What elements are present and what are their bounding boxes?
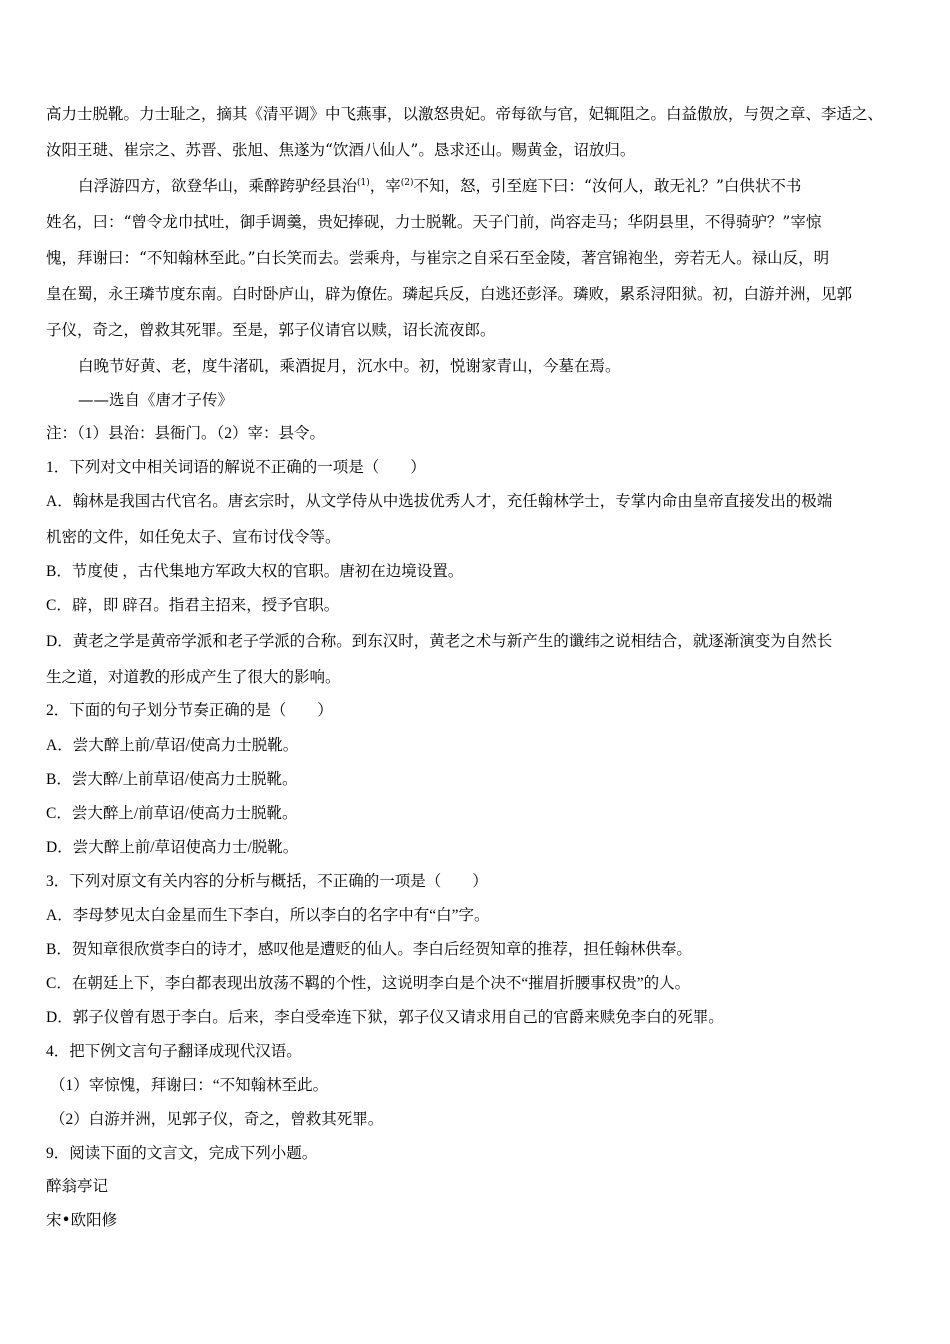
question-stem: 9．阅读下面的文言文，完成下列小题。: [46, 1145, 318, 1162]
passage-source: ——选自《唐才子传》: [78, 391, 234, 409]
question-stem: 2．下面的句子划分节奏正确的是（ ）: [46, 702, 333, 719]
option-d: D．郭子仪曾有恩于李白。后来，李白受牵连下狱，郭子仪又请求用自己的官爵来赎免李白的死罪。: [46, 1009, 724, 1026]
essay-author: 宋•欧阳修: [46, 1211, 118, 1229]
option-a-cont: 机密的文件，如任免太子、宣布讨伐令等。: [46, 529, 341, 546]
annotation-note: 注：（1）县治：县衙门。（2）宰：县令。: [46, 425, 326, 442]
passage-line: 姓名，曰：“曾令龙巾拭吐，御手调羹，贵妃捧砚，力士脱靴。天子门前，尚容走马；华阴县里，不得骑驴？”宰惊: [46, 213, 822, 231]
passage-line: 白晚节好黄、老，度牛渚矶，乘酒捉月，沉水中。初，悦谢家青山，今墓在焉。: [78, 357, 621, 375]
question-stem: 1．下列对文中相关词语的解说不正确的一项是（ ）: [46, 459, 426, 476]
passage-line: 皇在蜀，永王璘节度东南。白时卧庐山，辟为僚佐。璘起兵反，白逃还彭泽。璘败，累系浔阳狱。初，白游并洲，见郭: [46, 285, 853, 303]
passage-line: 高力士脱靴。力士耻之，摘其《清平调》中飞燕事，以激怒贵妃。帝每欲与官，妃辄阻之。白益傲放，与贺之章、李适之、: [46, 105, 884, 123]
option-c: C．尝大醉上/前草诏/使高力士脱靴。: [46, 805, 298, 822]
passage-line: 愧，拜谢曰：“不知翰林至此。”白长笑而去。尝乘舟，与崔宗之自采石至金陵，著宫锦袍坐，旁若无人。禄山反，明: [46, 249, 830, 267]
option-d-cont: 生之道，对道教的形成产生了很大的影响。: [46, 669, 341, 686]
question-stem: 3．下列对原文有关内容的分析与概括，不正确的一项是（ ）: [46, 873, 488, 890]
footnote-ref-1: (1): [357, 177, 370, 188]
passage-line: 子仪，奇之，曾救其死罪。至是，郭子仪请官以赎，诏长流夜郎。: [46, 321, 496, 339]
option-a: A．李母梦见太白金星而生下李白，所以李白的名字中有“白”字。: [46, 907, 490, 924]
footnote-ref-2: (2): [400, 177, 414, 188]
translate-sentence-2: （2）白游并洲，见郭子仪，奇之，曾救其死罪。: [50, 1111, 384, 1128]
option-d: D．黄老之学是黄帝学派和老子学派的合称。到东汉时，黄老之术与新产生的谶纬之说相结合，就逐渐演变为自然长: [46, 633, 833, 650]
option-a: A．翰林是我国古代官名。唐玄宗时，从文学侍从中选拔优秀人才，充任翰林学士，专掌内命由皇帝直接发出的极端: [46, 493, 833, 510]
essay-title: 醉翁亭记: [46, 1177, 109, 1195]
passage-line: 汝阳王琎、崔宗之、苏晋、张旭、焦遂为“饮酒八仙人”。恳求还山。赐黄金，诏放归。: [46, 141, 636, 159]
option-b: B．节度使 ，古代集地方军政大权的官职。唐初在边境设置。: [46, 563, 464, 580]
passage-line: 白浮游四方，欲登华山，乘醉跨驴经县治$^{(1)}$，宰$^{(2)}$不知，怒，引至庭下曰：“汝何人，敢无礼？”白供状不书: [78, 177, 802, 195]
translate-sentence-1: （1）宰惊愧，拜谢曰：“不知翰林至此。: [50, 1077, 329, 1094]
option-b: B．贺知章很欣赏李白的诗才，感叹他是遭贬的仙人。李白后经贺知章的推荐，担任翰林供奉。: [46, 941, 692, 958]
question-stem: 4．把下例文言句子翻译成现代汉语。: [46, 1043, 302, 1060]
option-b: B．尝大醉/上前草诏/使高力士脱靴。: [46, 771, 298, 788]
option-a: A．尝大醉上前/草诏/使高力士脱靴。: [46, 737, 299, 754]
option-c: C．在朝廷上下，李白都表现出放荡不羁的个性，这说明李白是个决不“摧眉折腰事权贵”的人。: [46, 975, 691, 992]
option-c: C．辟，即 辟召。指君主招来，授予官职。: [46, 597, 340, 614]
option-d: D．尝大醉上前/草诏使高力士/脱靴。: [46, 839, 299, 856]
